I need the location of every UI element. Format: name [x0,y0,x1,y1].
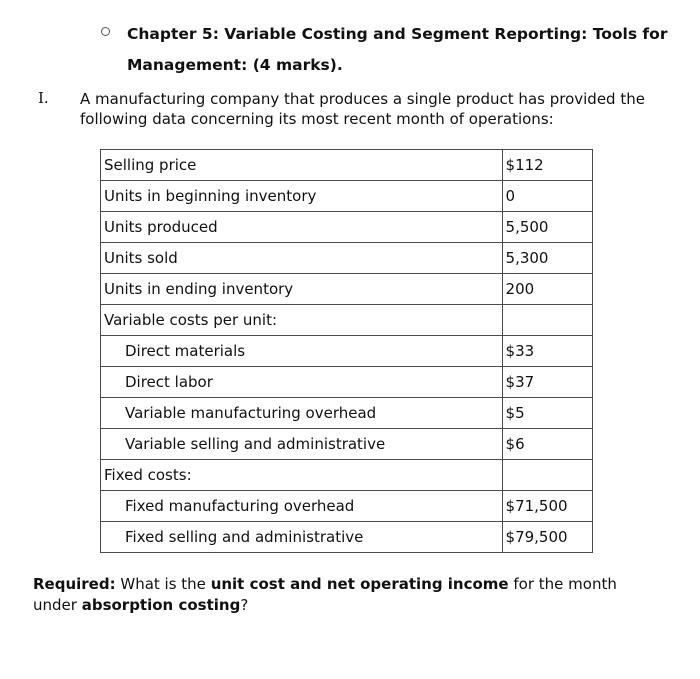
row-label: Variable selling and administrative [101,429,503,460]
table-row [101,460,593,491]
question-intro: A manufacturing company that produces a single product has provided the following data concerning its most recent month of operations: [80,90,645,128]
row-label: Fixed selling and administrative [101,522,503,553]
required-text: What is the [115,575,211,593]
table-row [101,367,593,398]
row-label: Variable manufacturing overhead [101,398,503,429]
table-row [101,274,593,305]
bullet-icon [101,27,110,36]
row-value: $37 [502,367,592,398]
table-row [101,150,593,181]
table-row [101,243,593,274]
table-row [101,181,593,212]
required-text: for the month under [33,575,617,614]
row-label: Fixed costs: [101,460,503,491]
table-row [101,305,593,336]
table-row [101,212,593,243]
row-value: $6 [502,429,592,460]
row-value: $33 [502,336,592,367]
required-emphasis: unit cost and net operating income [210,575,509,593]
row-label: Selling price [101,150,503,181]
row-label: Direct labor [101,367,503,398]
row-value: $79,500 [502,522,592,553]
required-emphasis: absorption costing [81,596,241,614]
table-row [101,429,593,460]
cost-data-table [100,149,593,553]
row-value: 5,300 [502,243,592,274]
row-label: Units produced [101,212,503,243]
required-text: ? [240,596,249,614]
row-label: Units sold [101,243,503,274]
required-instruction [33,574,633,616]
row-label: Direct materials [101,336,503,367]
table-row [101,491,593,522]
row-value: $5 [502,398,592,429]
row-label: Variable costs per unit: [101,305,503,336]
row-value: 5,500 [502,212,592,243]
row-value: $112 [502,150,592,181]
row-label: Fixed manufacturing overhead [101,491,503,522]
row-value [502,305,592,336]
row-value: 0 [502,181,592,212]
table-row [101,336,593,367]
chapter-heading: Chapter 5: Variable Costing and Segment Reporting: Tools for Management: (4 marks). [127,25,668,74]
row-value [502,460,592,491]
question-number: I. [38,89,49,107]
table-row [101,398,593,429]
row-label: Units in beginning inventory [101,181,503,212]
table-row [101,522,593,553]
row-value: $71,500 [502,491,592,522]
row-label: Units in ending inventory [101,274,503,305]
row-value: 200 [502,274,592,305]
required-lead: Required: [33,575,116,593]
